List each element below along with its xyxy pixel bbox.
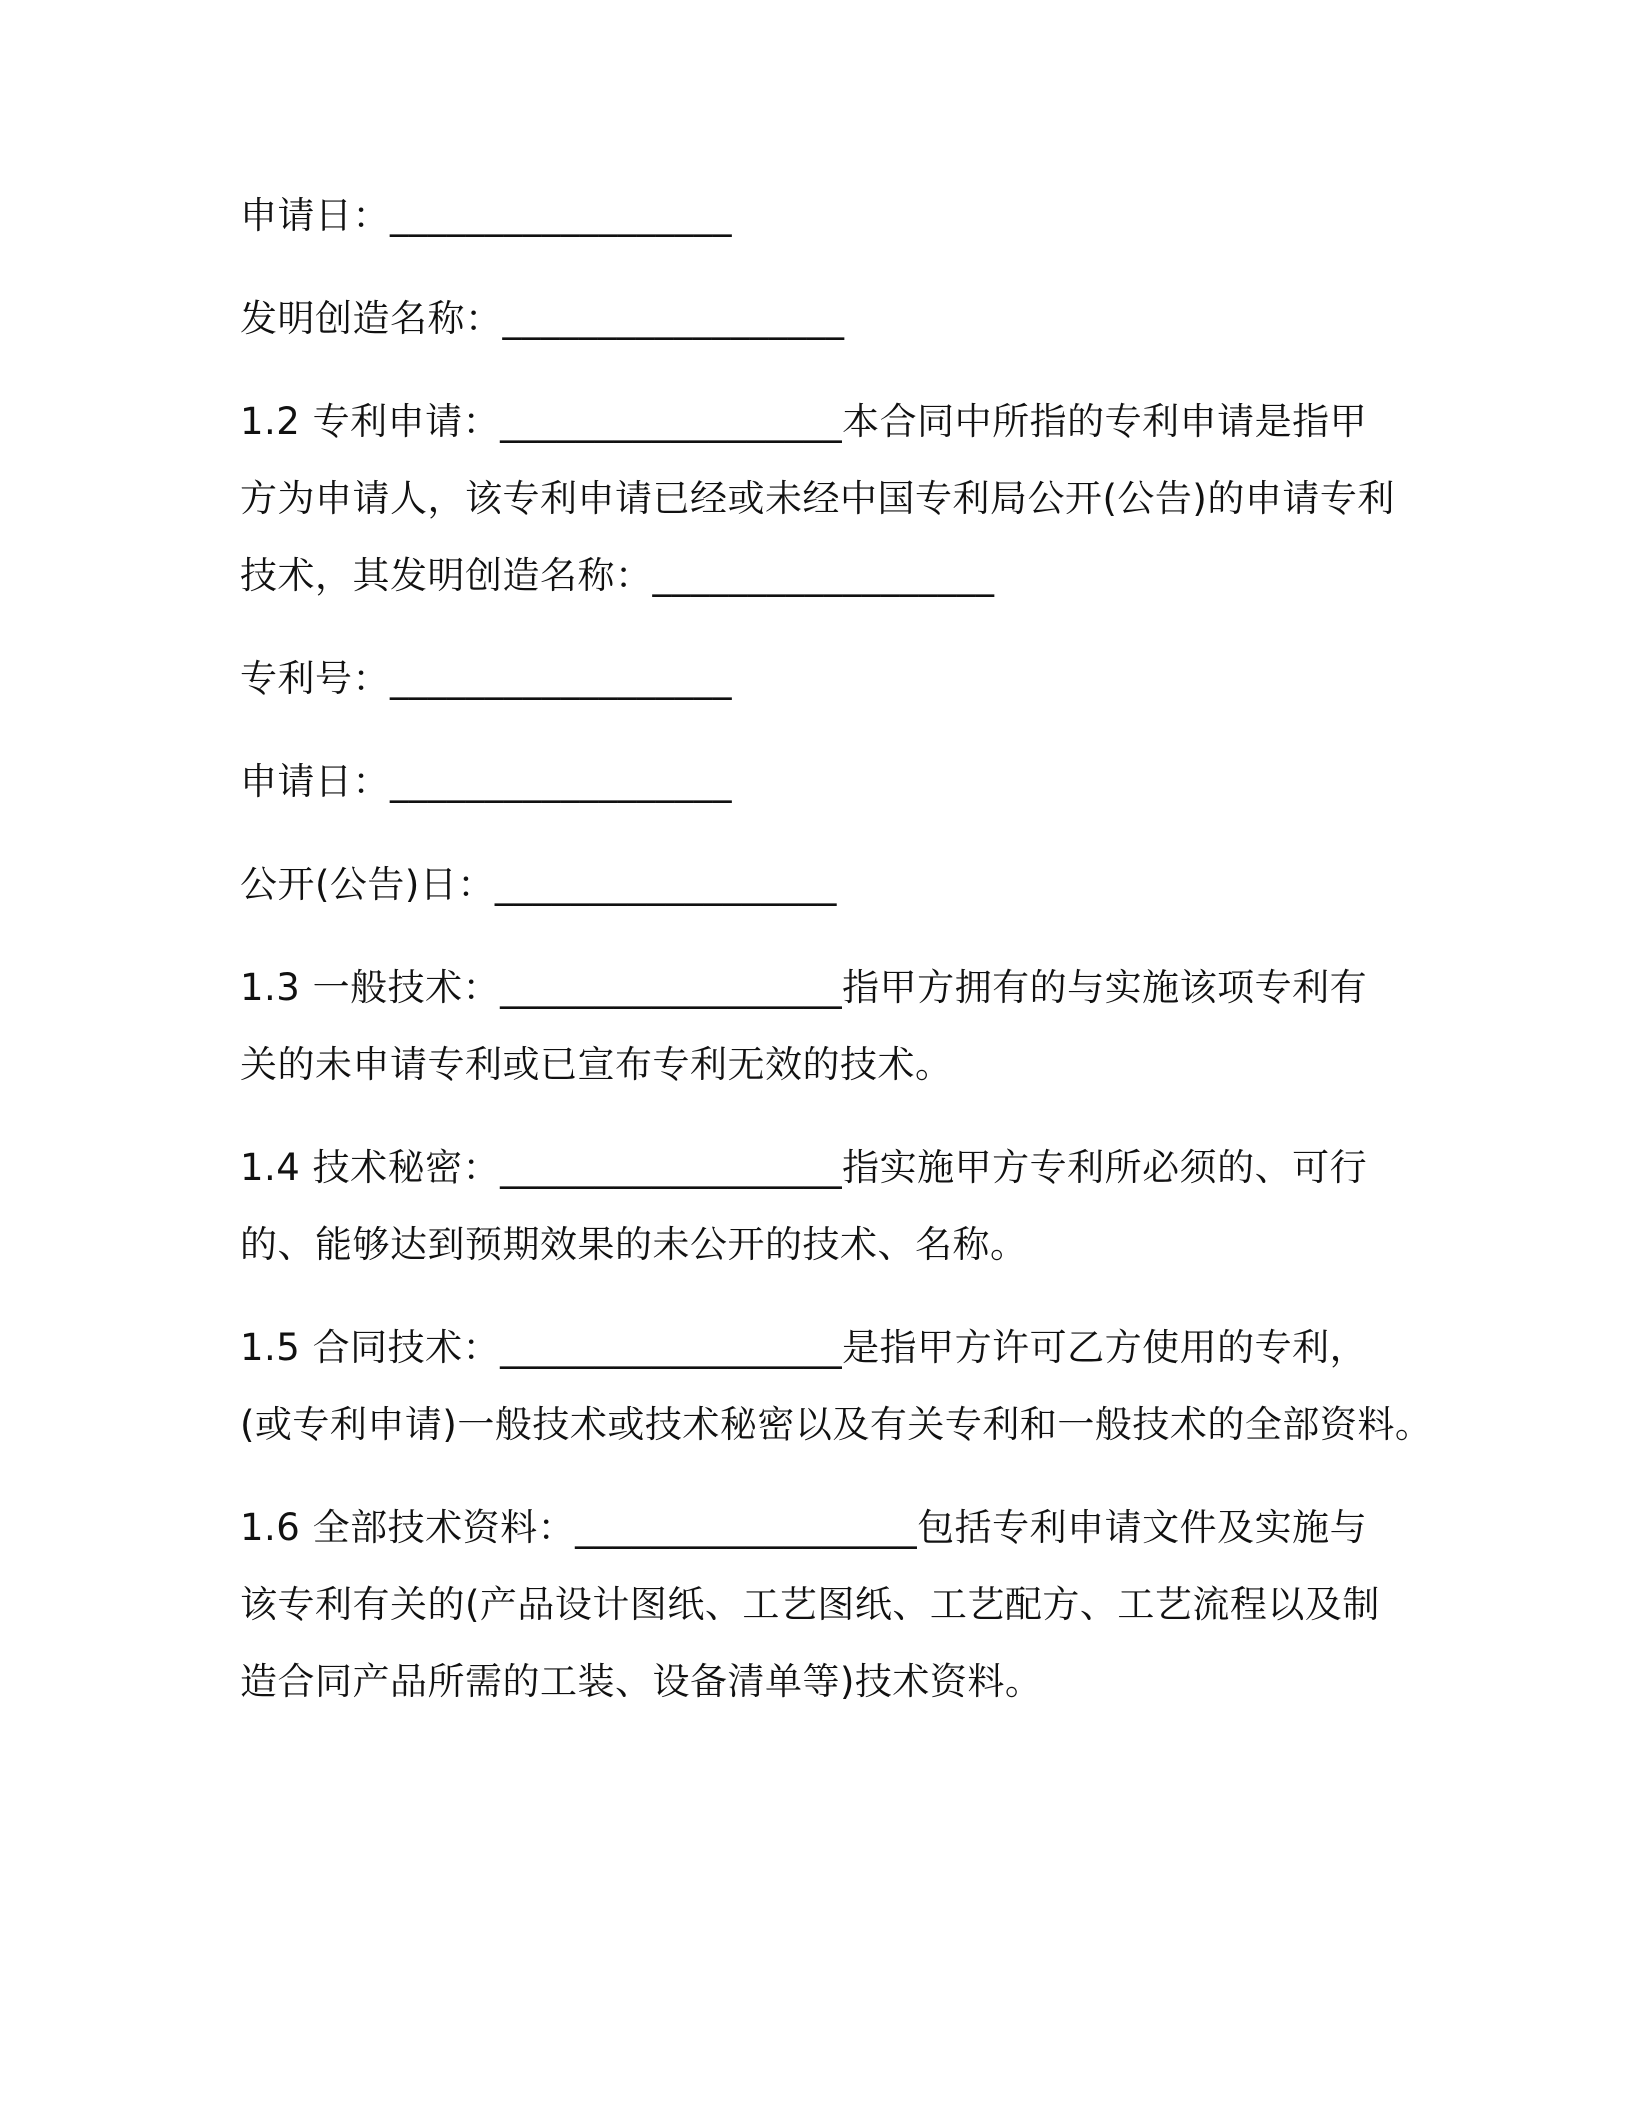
publication-date-line: 公开(公告)日：__________________	[240, 863, 837, 906]
clause-1-4-line-1: 1.4 技术秘密：__________________指实施甲方专利所必须的、可行	[240, 1146, 1368, 1189]
clause-1-6-line-3: 造合同产品所需的工装、设备清单等)技术资料。	[240, 1660, 1043, 1703]
patent-number-line: 专利号：__________________	[240, 657, 732, 700]
clause-1-2-line-1: 1.2 专利申请：__________________本合同中所指的专利申请是指甲	[240, 400, 1368, 443]
clause-1-5-line-2: (或专利申请)一般技术或技术秘密以及有关专利和一般技术的全部资料。	[240, 1403, 1433, 1446]
clause-1-6-line-2: 该专利有关的(产品设计图纸、工艺图纸、工艺配方、工艺流程以及制	[240, 1583, 1380, 1626]
clause-1-3-line-2: 关的未申请专利或已宣布专利无效的技术。	[240, 1043, 953, 1086]
clause-1-2-line-2: 方为申请人，该专利申请已经或未经中国专利局公开(公告)的申请专利	[240, 477, 1395, 520]
invention-name-line: 发明创造名称：__________________	[240, 297, 845, 340]
application-date-line: 申请日：__________________	[240, 194, 732, 237]
clause-1-3-line-1: 1.3 一般技术：__________________指甲方拥有的与实施该项专利有	[240, 966, 1368, 1009]
clause-1-2-line-3: 技术，其发明创造名称：__________________	[240, 554, 995, 597]
clause-1-4-line-2: 的、能够达到预期效果的未公开的技术、名称。	[240, 1223, 1028, 1266]
application-date-line-2: 申请日：__________________	[240, 760, 732, 803]
clause-1-5-line-1: 1.5 合同技术：__________________是指甲方许可乙方使用的专利，	[240, 1326, 1368, 1369]
clause-1-6-line-1: 1.6 全部技术资料：__________________包括专利申请文件及实施与	[240, 1506, 1368, 1549]
